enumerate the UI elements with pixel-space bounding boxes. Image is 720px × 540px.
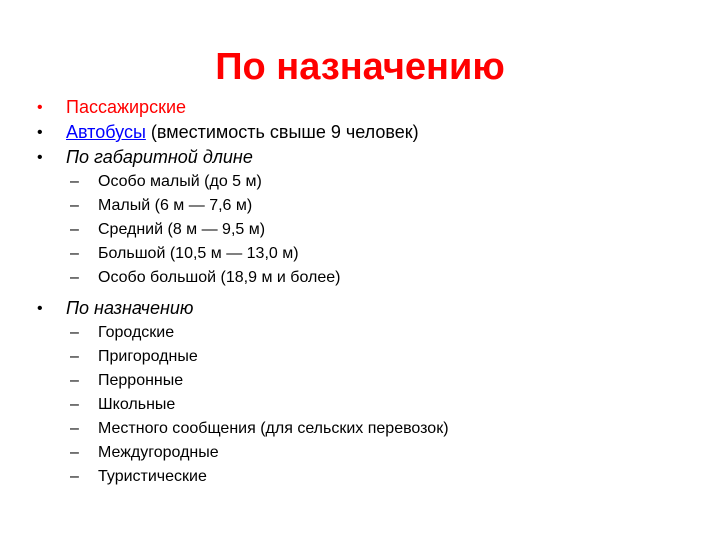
- dash-icon: –: [70, 173, 79, 190]
- sub-item: [0, 417, 720, 441]
- dash-icon: –: [70, 348, 79, 365]
- slide-title: [0, 42, 720, 92]
- bullet-icon: •: [37, 124, 43, 141]
- bullet-icon: •: [37, 149, 43, 166]
- buses-link[interactable]: Автобусы: [66, 122, 146, 142]
- sub-item: [0, 321, 720, 345]
- bullet-text: (вместимость свыше 9 человек): [145, 122, 419, 142]
- sub-item-text: Междугородные: [98, 444, 219, 461]
- sub-item: [0, 170, 720, 194]
- dash-icon: –: [70, 269, 79, 286]
- sub-item-text: Особо большой (18,9 м и более): [98, 269, 341, 286]
- dash-icon: –: [70, 221, 79, 238]
- dash-icon: –: [70, 324, 79, 341]
- sub-item: [0, 441, 720, 465]
- sub-item-text: Большой (10,5 м — 13,0 м): [98, 245, 299, 262]
- sub-item-text: Средний (8 м — 9,5 м): [98, 221, 266, 238]
- bullet-item-length: [0, 145, 720, 170]
- dash-icon: –: [70, 197, 79, 214]
- sub-item: [0, 194, 720, 218]
- sub-item: [0, 218, 720, 242]
- bullet-icon: •: [37, 99, 43, 116]
- bullet-item-passenger: [0, 95, 720, 120]
- sub-item: [0, 266, 720, 290]
- slide-title-text: По назначению: [215, 46, 505, 88]
- sub-item-text: Малый (6 м — 7,6 м): [98, 197, 253, 214]
- sub-item-text: Туристические: [98, 468, 207, 485]
- sub-item-text: Школьные: [98, 396, 176, 413]
- dash-icon: –: [70, 420, 79, 437]
- bullet-text: По назначению: [66, 298, 194, 318]
- bullet-icon: •: [37, 300, 43, 317]
- bullet-list: [0, 95, 720, 489]
- bullet-item-purpose: [0, 296, 720, 321]
- dash-icon: –: [70, 396, 79, 413]
- dash-icon: –: [70, 372, 79, 389]
- bullet-text: Пассажирские: [66, 97, 187, 117]
- sub-item: [0, 345, 720, 369]
- sub-item: [0, 465, 720, 489]
- sub-item-text: Перронные: [98, 372, 184, 389]
- sub-item-text: Пригородные: [98, 348, 198, 365]
- sub-item: [0, 242, 720, 266]
- dash-icon: –: [70, 444, 79, 461]
- dash-icon: –: [70, 245, 79, 262]
- sub-item: [0, 369, 720, 393]
- dash-icon: –: [70, 468, 79, 485]
- sub-item-text: Городские: [98, 324, 175, 341]
- bullet-text: По габаритной длине: [66, 147, 253, 167]
- bullet-item-buses: [0, 120, 720, 145]
- sub-item-text: Местного сообщения (для сельских перевозок): [98, 420, 449, 437]
- sub-item: [0, 393, 720, 417]
- sub-item-text: Особо малый (до 5 м): [98, 173, 262, 190]
